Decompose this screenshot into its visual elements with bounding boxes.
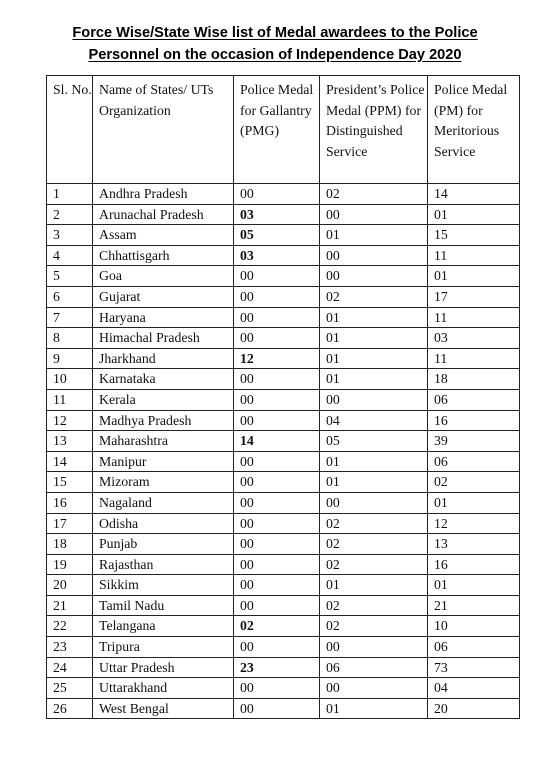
cell-pm: 02 bbox=[428, 472, 520, 493]
cell-pmg: 00 bbox=[234, 389, 320, 410]
cell-ppm: 02 bbox=[320, 286, 428, 307]
document-title bbox=[0, 22, 550, 66]
cell-sl-no: 21 bbox=[47, 595, 93, 616]
cell-ppm: 04 bbox=[320, 410, 428, 431]
cell-pm: 12 bbox=[428, 513, 520, 534]
cell-pm: 39 bbox=[428, 431, 520, 452]
cell-ppm: 00 bbox=[320, 678, 428, 699]
cell-state-name: Himachal Pradesh bbox=[93, 328, 234, 349]
cell-pmg: 00 bbox=[234, 369, 320, 390]
cell-state-name: Sikkim bbox=[93, 575, 234, 596]
cell-state-name: Odisha bbox=[93, 513, 234, 534]
cell-ppm: 02 bbox=[320, 595, 428, 616]
cell-sl-no: 7 bbox=[47, 307, 93, 328]
cell-state-name: Assam bbox=[93, 225, 234, 246]
header-ppm: President’s Police Medal (PPM) for Distinguished Service bbox=[320, 76, 428, 184]
cell-state-name: Uttarakhand bbox=[93, 678, 234, 699]
cell-ppm: 02 bbox=[320, 554, 428, 575]
cell-ppm: 01 bbox=[320, 225, 428, 246]
cell-pmg: 00 bbox=[234, 513, 320, 534]
cell-pmg: 00 bbox=[234, 534, 320, 555]
cell-ppm: 02 bbox=[320, 616, 428, 637]
cell-state-name: Punjab bbox=[93, 534, 234, 555]
cell-pm: 15 bbox=[428, 225, 520, 246]
cell-sl-no: 11 bbox=[47, 389, 93, 410]
cell-state-name: Karnataka bbox=[93, 369, 234, 390]
cell-pm: 06 bbox=[428, 451, 520, 472]
cell-sl-no: 4 bbox=[47, 245, 93, 266]
cell-sl-no: 9 bbox=[47, 348, 93, 369]
cell-sl-no: 18 bbox=[47, 534, 93, 555]
table-row bbox=[47, 286, 520, 307]
header-sl-no: Sl. No. bbox=[47, 76, 93, 184]
cell-pm: 01 bbox=[428, 204, 520, 225]
cell-pm: 01 bbox=[428, 266, 520, 287]
cell-pm: 18 bbox=[428, 369, 520, 390]
cell-ppm: 00 bbox=[320, 266, 428, 287]
cell-pmg: 00 bbox=[234, 492, 320, 513]
table-row bbox=[47, 410, 520, 431]
cell-pm: 17 bbox=[428, 286, 520, 307]
cell-pmg: 00 bbox=[234, 410, 320, 431]
cell-pm: 20 bbox=[428, 698, 520, 719]
cell-sl-no: 3 bbox=[47, 225, 93, 246]
cell-ppm: 01 bbox=[320, 698, 428, 719]
cell-pmg: 23 bbox=[234, 657, 320, 678]
cell-pmg: 12 bbox=[234, 348, 320, 369]
cell-state-name: Maharashtra bbox=[93, 431, 234, 452]
table-row bbox=[47, 328, 520, 349]
table-row bbox=[47, 225, 520, 246]
cell-pmg: 00 bbox=[234, 286, 320, 307]
cell-sl-no: 14 bbox=[47, 451, 93, 472]
cell-ppm: 00 bbox=[320, 492, 428, 513]
cell-state-name: Manipur bbox=[93, 451, 234, 472]
cell-pmg: 02 bbox=[234, 616, 320, 637]
cell-ppm: 01 bbox=[320, 307, 428, 328]
header-pmg: Police Medal for Gallantry (PMG) bbox=[234, 76, 320, 184]
cell-pm: 21 bbox=[428, 595, 520, 616]
cell-pm: 06 bbox=[428, 637, 520, 658]
cell-ppm: 01 bbox=[320, 328, 428, 349]
cell-state-name: Telangana bbox=[93, 616, 234, 637]
cell-sl-no: 13 bbox=[47, 431, 93, 452]
cell-state-name: Uttar Pradesh bbox=[93, 657, 234, 678]
table-header-row bbox=[47, 76, 520, 184]
cell-ppm: 06 bbox=[320, 657, 428, 678]
table-row bbox=[47, 554, 520, 575]
cell-state-name: Nagaland bbox=[93, 492, 234, 513]
table-row bbox=[47, 431, 520, 452]
cell-sl-no: 26 bbox=[47, 698, 93, 719]
table-row bbox=[47, 245, 520, 266]
cell-sl-no: 6 bbox=[47, 286, 93, 307]
header-pm: Police Medal (PM) for Meritorious Service bbox=[428, 76, 520, 184]
cell-pmg: 14 bbox=[234, 431, 320, 452]
table-row bbox=[47, 472, 520, 493]
table-row bbox=[47, 698, 520, 719]
cell-ppm: 01 bbox=[320, 472, 428, 493]
cell-state-name: Mizoram bbox=[93, 472, 234, 493]
table-row bbox=[47, 204, 520, 225]
cell-sl-no: 20 bbox=[47, 575, 93, 596]
cell-pm: 10 bbox=[428, 616, 520, 637]
cell-state-name: Chhattisgarh bbox=[93, 245, 234, 266]
cell-pmg: 00 bbox=[234, 678, 320, 699]
table-row bbox=[47, 575, 520, 596]
cell-sl-no: 16 bbox=[47, 492, 93, 513]
cell-sl-no: 19 bbox=[47, 554, 93, 575]
table-row bbox=[47, 637, 520, 658]
cell-state-name: Tamil Nadu bbox=[93, 595, 234, 616]
table-row bbox=[47, 616, 520, 637]
cell-ppm: 02 bbox=[320, 534, 428, 555]
cell-pmg: 05 bbox=[234, 225, 320, 246]
cell-pm: 13 bbox=[428, 534, 520, 555]
cell-sl-no: 17 bbox=[47, 513, 93, 534]
cell-ppm: 00 bbox=[320, 637, 428, 658]
cell-state-name: Jharkhand bbox=[93, 348, 234, 369]
cell-sl-no: 1 bbox=[47, 184, 93, 205]
table-row bbox=[47, 534, 520, 555]
table-row bbox=[47, 266, 520, 287]
cell-state-name: Andhra Pradesh bbox=[93, 184, 234, 205]
cell-state-name: West Bengal bbox=[93, 698, 234, 719]
cell-pm: 06 bbox=[428, 389, 520, 410]
cell-pm: 16 bbox=[428, 554, 520, 575]
cell-pm: 11 bbox=[428, 348, 520, 369]
cell-sl-no: 12 bbox=[47, 410, 93, 431]
cell-sl-no: 25 bbox=[47, 678, 93, 699]
cell-sl-no: 10 bbox=[47, 369, 93, 390]
cell-ppm: 01 bbox=[320, 575, 428, 596]
cell-state-name: Madhya Pradesh bbox=[93, 410, 234, 431]
cell-pm: 01 bbox=[428, 492, 520, 513]
header-name: Name of States/ UTs Organization bbox=[93, 76, 234, 184]
cell-pm: 03 bbox=[428, 328, 520, 349]
cell-ppm: 00 bbox=[320, 245, 428, 266]
cell-pmg: 00 bbox=[234, 307, 320, 328]
medal-awardees-table bbox=[46, 75, 520, 719]
cell-ppm: 01 bbox=[320, 451, 428, 472]
cell-pmg: 03 bbox=[234, 204, 320, 225]
cell-ppm: 05 bbox=[320, 431, 428, 452]
cell-pmg: 03 bbox=[234, 245, 320, 266]
cell-sl-no: 23 bbox=[47, 637, 93, 658]
cell-state-name: Goa bbox=[93, 266, 234, 287]
table-row bbox=[47, 307, 520, 328]
cell-sl-no: 5 bbox=[47, 266, 93, 287]
cell-ppm: 02 bbox=[320, 184, 428, 205]
cell-ppm: 01 bbox=[320, 348, 428, 369]
cell-sl-no: 22 bbox=[47, 616, 93, 637]
title-line-2: Personnel on the occasion of Independence Day 2020 bbox=[88, 47, 462, 63]
cell-sl-no: 15 bbox=[47, 472, 93, 493]
cell-pmg: 00 bbox=[234, 451, 320, 472]
cell-sl-no: 24 bbox=[47, 657, 93, 678]
cell-state-name: Kerala bbox=[93, 389, 234, 410]
cell-pmg: 00 bbox=[234, 184, 320, 205]
cell-pmg: 00 bbox=[234, 554, 320, 575]
table-row bbox=[47, 657, 520, 678]
cell-ppm: 00 bbox=[320, 204, 428, 225]
cell-pm: 01 bbox=[428, 575, 520, 596]
cell-state-name: Haryana bbox=[93, 307, 234, 328]
cell-state-name: Gujarat bbox=[93, 286, 234, 307]
cell-pm: 73 bbox=[428, 657, 520, 678]
cell-state-name: Arunachal Pradesh bbox=[93, 204, 234, 225]
table-row bbox=[47, 513, 520, 534]
table-row bbox=[47, 348, 520, 369]
cell-pmg: 00 bbox=[234, 637, 320, 658]
table-row bbox=[47, 595, 520, 616]
table-row bbox=[47, 184, 520, 205]
cell-ppm: 02 bbox=[320, 513, 428, 534]
cell-pmg: 00 bbox=[234, 575, 320, 596]
table-row bbox=[47, 451, 520, 472]
cell-pm: 11 bbox=[428, 307, 520, 328]
table-row bbox=[47, 678, 520, 699]
cell-sl-no: 2 bbox=[47, 204, 93, 225]
table-row bbox=[47, 492, 520, 513]
cell-state-name: Tripura bbox=[93, 637, 234, 658]
cell-state-name: Rajasthan bbox=[93, 554, 234, 575]
cell-pmg: 00 bbox=[234, 472, 320, 493]
cell-pmg: 00 bbox=[234, 328, 320, 349]
cell-sl-no: 8 bbox=[47, 328, 93, 349]
table-body bbox=[47, 184, 520, 719]
title-line-1: Force Wise/State Wise list of Medal awardees to the Police bbox=[72, 25, 478, 41]
cell-pmg: 00 bbox=[234, 266, 320, 287]
cell-pmg: 00 bbox=[234, 595, 320, 616]
cell-pm: 11 bbox=[428, 245, 520, 266]
table-row bbox=[47, 369, 520, 390]
cell-ppm: 00 bbox=[320, 389, 428, 410]
cell-pmg: 00 bbox=[234, 698, 320, 719]
table-row bbox=[47, 389, 520, 410]
cell-pm: 04 bbox=[428, 678, 520, 699]
cell-pm: 16 bbox=[428, 410, 520, 431]
cell-ppm: 01 bbox=[320, 369, 428, 390]
cell-pm: 14 bbox=[428, 184, 520, 205]
